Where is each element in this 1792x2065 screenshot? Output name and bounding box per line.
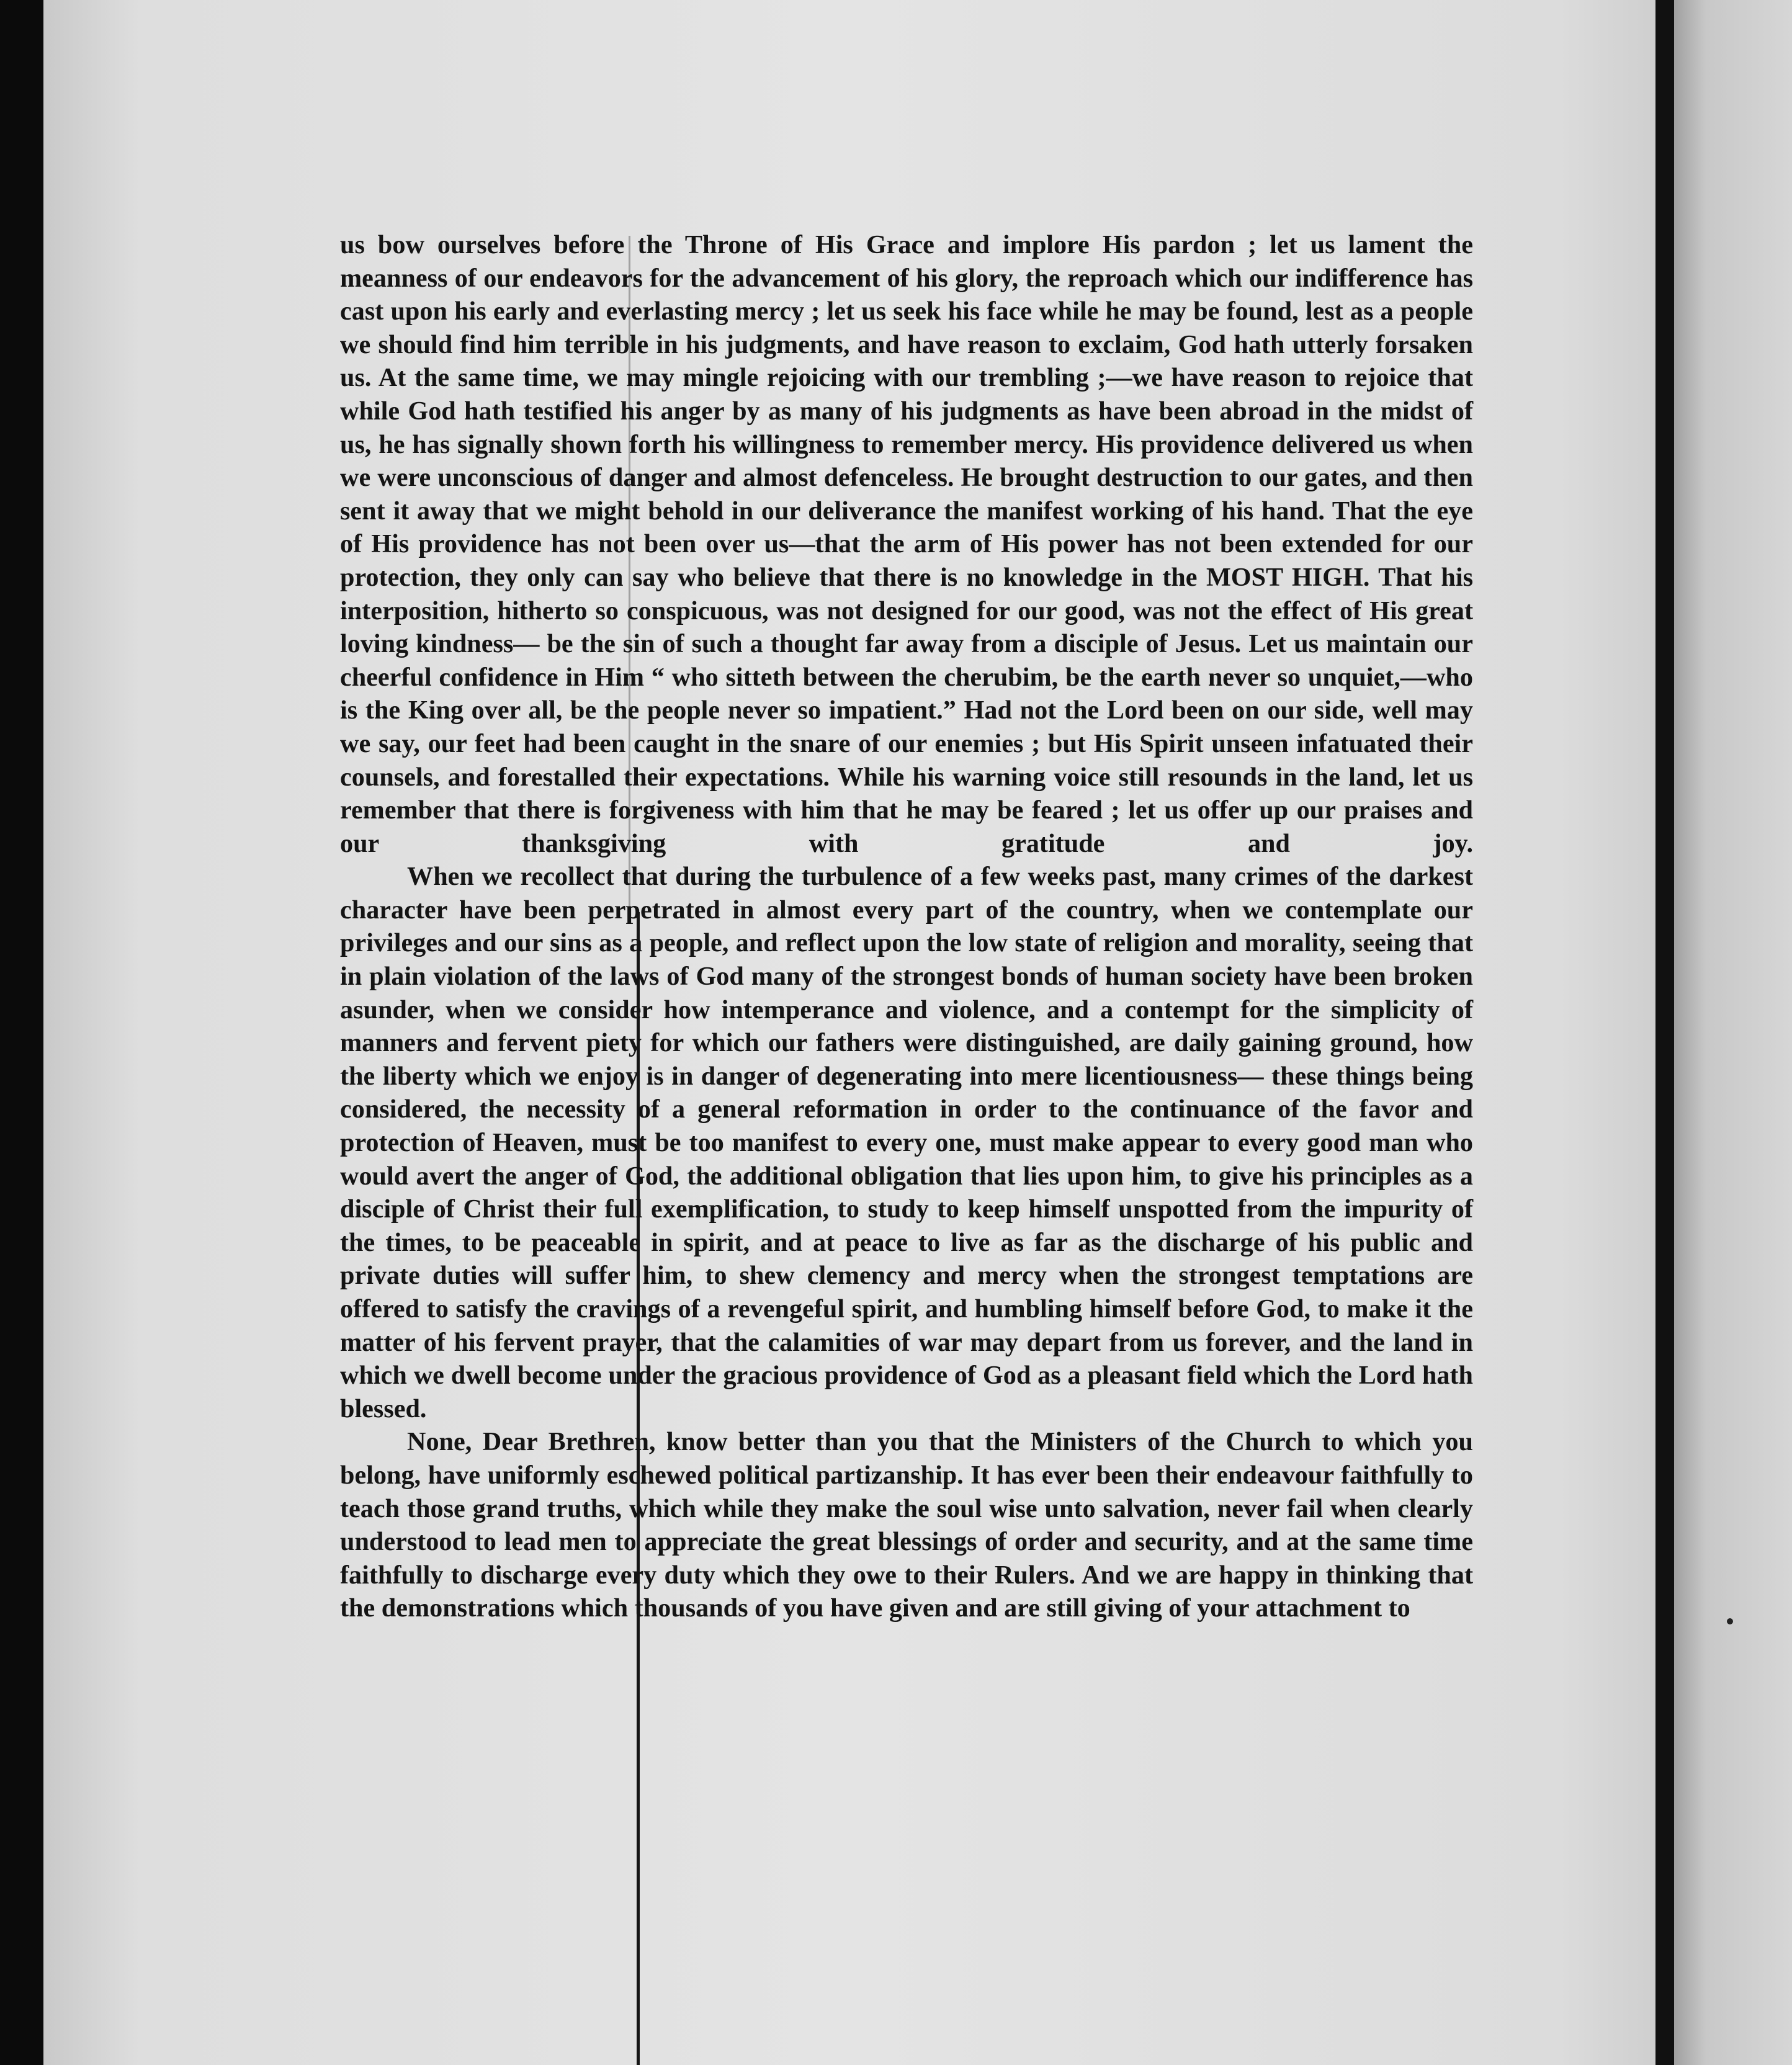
page-edge-dark: [1655, 0, 1674, 2065]
paragraph-3: None, Dear Brethren, know better than you that the Ministers of the Church to which you belong, have uniformly eschewed political partizanship. It has ever been their endeavour faithfully to teach those grand truths, which while they make the soul wise unto salvation, never fail when clearly understood to lead men to appreciate the great blessings of order and security, and at the same time faithfully to discharge every duty which they owe to their Rulers. And we are happy in thinking that the demonstrations which thousands of you have given and are still giving of your attachment to: [340, 1427, 1473, 1623]
ink-spot: [1727, 1618, 1733, 1624]
facing-page-edge: [1669, 0, 1792, 2065]
paragraph-2: When we recollect that during the turbulence of a few weeks past, many crimes of the darkest character have been perpetrated in almost every part of the country, when we contemplate our privileges and our sins as a people, and reflect upon the low state of religion and morality, seeing that in plain violation of the laws of God many of the strongest bonds of human society have been broken asunder, when we consider how intemperance and violence, and a contempt for the simplicity of manners and fervent piety for which our fathers were distinguished, are daily gaining ground, how the liberty which we enjoy is in danger of degenerating into mere licentiousness— these things being considered, the necessity of a general reformation in order to the continuance of the favor and protection of Heaven, must be too manifest to every one, must make appear to every good man who would avert the anger of God, the additional obligation that lies upon him, to give his principles as a disciple of Christ their full exemplification, to study to keep himself unspotted from the impurity of the times, to be peaceable in spirit, and at peace to live as far as the discharge of his public and private duties will suffer him, to shew clemency and mercy when the strongest temptations are offered to satisfy the cravings of a revengeful spirit, and humbling himself before God, to make it the matter of his fervent prayer, that the calamities of war may depart from us forever, and the land in which we dwell become under the gracious providence of God as a pleasant field which the Lord hath blessed.: [340, 862, 1473, 1423]
body-text: [340, 228, 1473, 1625]
paragraph-1: us bow ourselves before the Throne of His Grace and implore His pardon ; let us lament the meanness of our endeavors for the advancement of his glory, the reproach which our indifference has cast upon his early and everlasting mercy ; let us seek his face while he may be found, lest as a people we should find him terrible in his judgments, and have reason to exclaim, God hath utterly forsaken us. At the same time, we may mingle rejoicing with our trembling ;—we have reason to rejoice that while God hath testified his anger by as many of his judgments as have been abroad in the midst of us, he has signally shown forth his willingness to remember mercy. His providence delivered us when we were unconscious of danger and almost defenceless. He brought destruction to our gates, and then sent it away that we might behold in our deliverance the manifest working of his hand. That the eye of His providence has not been over us—that the arm of His power has not been extended for our protection, they only can say who believe that there is no knowledge in the MOST HIGH. That his interposition, hitherto so conspicuous, was not designed for our good, was not the effect of His great loving kindness— be the sin of such a thought far away from a disciple of Jesus. Let us maintain our cheerful confidence in Him “ who sitteth between the cherubim, be the earth never so unquiet,—who is the King over all, be the people never so impatient.” Had not the Lord been on our side, well may we say, our feet had been caught in the snare of our enemies ; but His Spirit unseen infatuated their counsels, and forestalled their expectations. While his warning voice still resounds in the land, let us remember that there is forgiveness with him that he may be feared ; let us offer up our praises and our thanksgiving with gratitude and joy.: [340, 230, 1473, 858]
